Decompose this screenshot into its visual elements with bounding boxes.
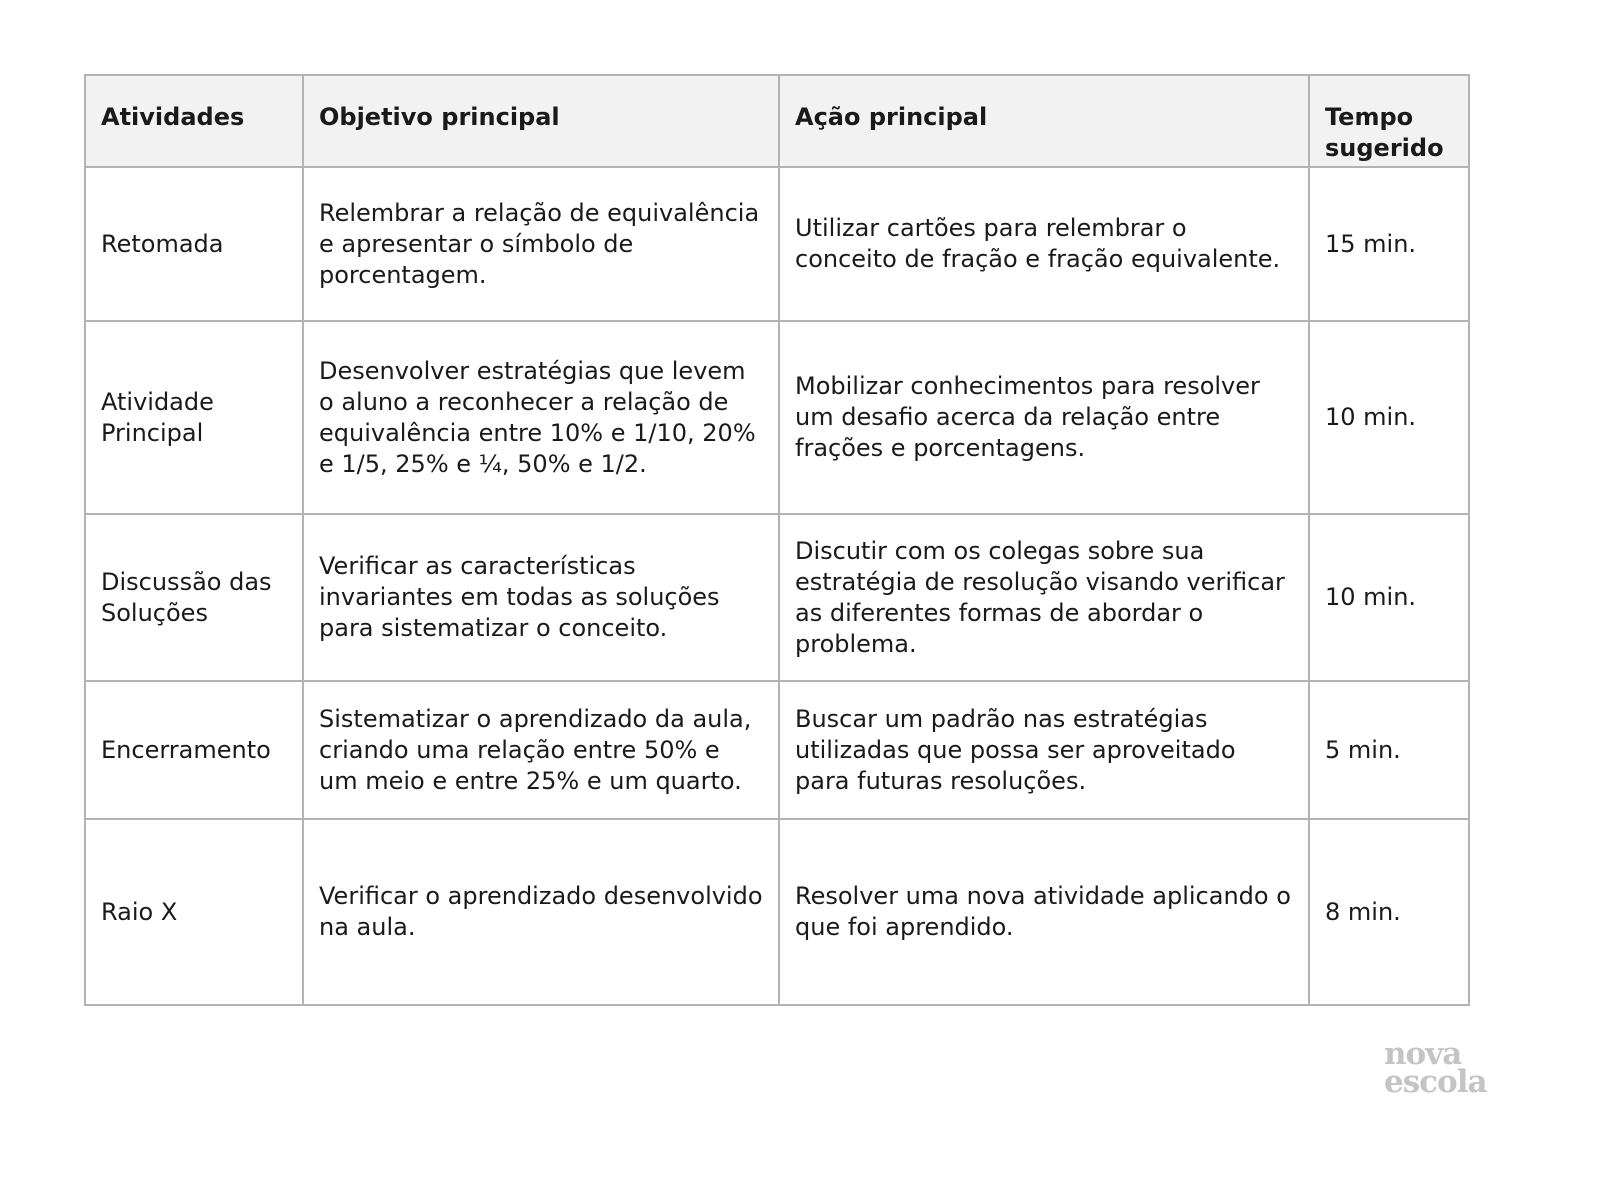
table-row bbox=[85, 819, 1469, 1005]
header-acao: Ação principal bbox=[779, 75, 1309, 167]
cell-tempo: 5 min. bbox=[1309, 681, 1469, 819]
cell-tempo: 8 min. bbox=[1309, 819, 1469, 1005]
nova-escola-logo bbox=[1384, 1036, 1487, 1100]
header-atividades: Atividades bbox=[85, 75, 303, 167]
cell-tempo: 10 min. bbox=[1309, 321, 1469, 514]
table-row bbox=[85, 514, 1469, 681]
cell-atividade: Raio X bbox=[85, 819, 303, 1005]
cell-objetivo: Sistematizar o aprendizado da aula, criando uma relação entre 50% e um meio e entre 25% e um quarto. bbox=[303, 681, 779, 819]
lesson-plan-table bbox=[84, 74, 1470, 1006]
cell-objetivo: Desenvolver estratégias que levem o aluno a reconhecer a relação de equivalência entre 10% e 1/10, 20% e 1/5, 25% e ¼, 50% e 1/2. bbox=[303, 321, 779, 514]
cell-acao: Utilizar cartões para relembrar o conceito de fração e fração equivalente. bbox=[779, 167, 1309, 321]
cell-tempo: 10 min. bbox=[1309, 514, 1469, 681]
cell-acao: Buscar um padrão nas estratégias utilizadas que possa ser aproveitado para futuras resoluções. bbox=[779, 681, 1309, 819]
header-row bbox=[85, 75, 1469, 167]
cell-objetivo: Relembrar a relação de equivalência e apresentar o símbolo de porcentagem. bbox=[303, 167, 779, 321]
cell-acao: Discutir com os colegas sobre sua estratégia de resolução visando verificar as diferentes formas de abordar o problema. bbox=[779, 514, 1309, 681]
cell-objetivo: Verificar o aprendizado desenvolvido na aula. bbox=[303, 819, 779, 1005]
table-row bbox=[85, 681, 1469, 819]
cell-atividade: Encerramento bbox=[85, 681, 303, 819]
table-row bbox=[85, 321, 1469, 514]
table-row bbox=[85, 167, 1469, 321]
header-objetivo: Objetivo principal bbox=[303, 75, 779, 167]
cell-acao: Resolver uma nova atividade aplicando o que foi aprendido. bbox=[779, 819, 1309, 1005]
cell-atividade: Discussão das Soluções bbox=[85, 514, 303, 681]
header-tempo: Tempo sugerido bbox=[1309, 75, 1469, 167]
cell-atividade: Atividade Principal bbox=[85, 321, 303, 514]
cell-tempo: 15 min. bbox=[1309, 167, 1469, 321]
cell-objetivo: Verificar as características invariantes em todas as soluções para sistematizar o conceito. bbox=[303, 514, 779, 681]
logo-line-1: nova bbox=[1384, 1036, 1462, 1072]
cell-atividade: Retomada bbox=[85, 167, 303, 321]
cell-acao: Mobilizar conhecimentos para resolver um desafio acerca da relação entre frações e porcentagens. bbox=[779, 321, 1309, 514]
logo-line-2: escola bbox=[1384, 1064, 1487, 1100]
